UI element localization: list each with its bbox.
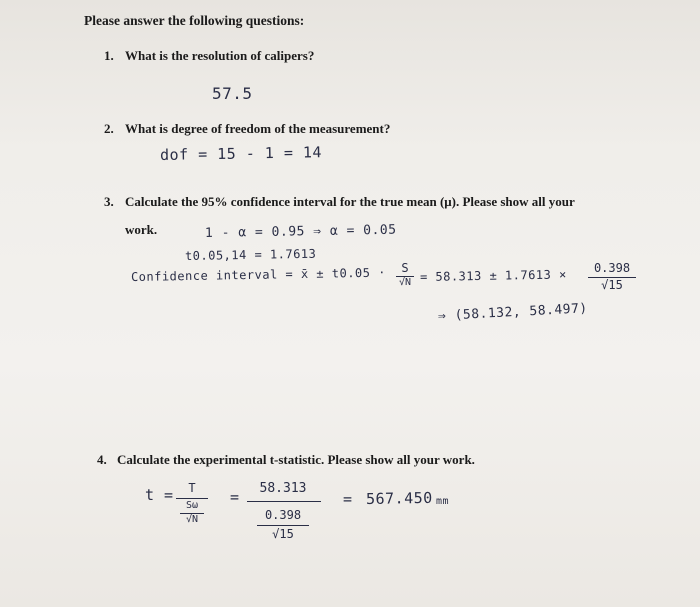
q4-frac1-bar — [176, 498, 208, 499]
q3-result: ⇒ (58.132, 58.497) — [437, 301, 589, 324]
q4-result-unit: mm — [436, 496, 450, 507]
question-1-number: 1. — [104, 48, 114, 63]
q3-work-line-3-left: Confidence interval = x̄ ± t0.05 · — [130, 265, 387, 284]
question-3-text-cont: work. — [125, 222, 158, 237]
q4-result: 567.450 — [365, 488, 433, 508]
page-heading: Please answer the following questions: — [84, 13, 305, 28]
question-4-text: Calculate the experimental t-statistic. Please show all your work. — [117, 452, 475, 467]
question-1-answer: 57.5 — [212, 84, 253, 103]
question-1-text: What is the resolution of calipers? — [125, 48, 315, 63]
q4-frac1-den-num: Sω — [185, 500, 199, 511]
q4-frac2-num: 58.313 — [259, 481, 307, 496]
q4-equals-1: = — [230, 488, 240, 506]
question-2-number: 2. — [104, 121, 114, 136]
q3-work-line-2: t0.05,14 = 1.7613 — [184, 246, 317, 263]
question-2-text: What is degree of freedom of the measurement? — [125, 121, 391, 136]
question-3-number: 3. — [104, 194, 114, 209]
q4-frac2-bar — [247, 501, 321, 502]
q4-equals-2: = — [343, 490, 353, 508]
question-3-text: Calculate the 95% confidence interval for the true mean (μ). Please show all your — [125, 194, 575, 209]
q3-frac1-num: S — [401, 261, 409, 275]
q4-frac1-den-den: √N — [185, 514, 199, 525]
question-2-answer: dof = 15 - 1 = 14 — [159, 143, 323, 164]
q3-work-line-3-mid: = 58.313 ± 1.7613 × — [419, 267, 567, 284]
q4-frac2-den-bar — [257, 525, 309, 526]
q3-frac2-num: 0.398 — [593, 261, 631, 275]
q3-work-line-1: 1 - α = 0.95 ⇒ α = 0.05 — [204, 222, 397, 241]
q4-frac1-num: T — [188, 481, 196, 495]
q3-frac1-den: √N — [398, 277, 412, 288]
question-4-number: 4. — [97, 452, 107, 467]
q4-frac2-den-num: 0.398 — [264, 508, 302, 522]
q4-t-label: t = — [145, 486, 174, 504]
q3-frac2-den: √15 — [601, 278, 623, 292]
q4-frac2-den-den: √15 — [272, 527, 294, 541]
